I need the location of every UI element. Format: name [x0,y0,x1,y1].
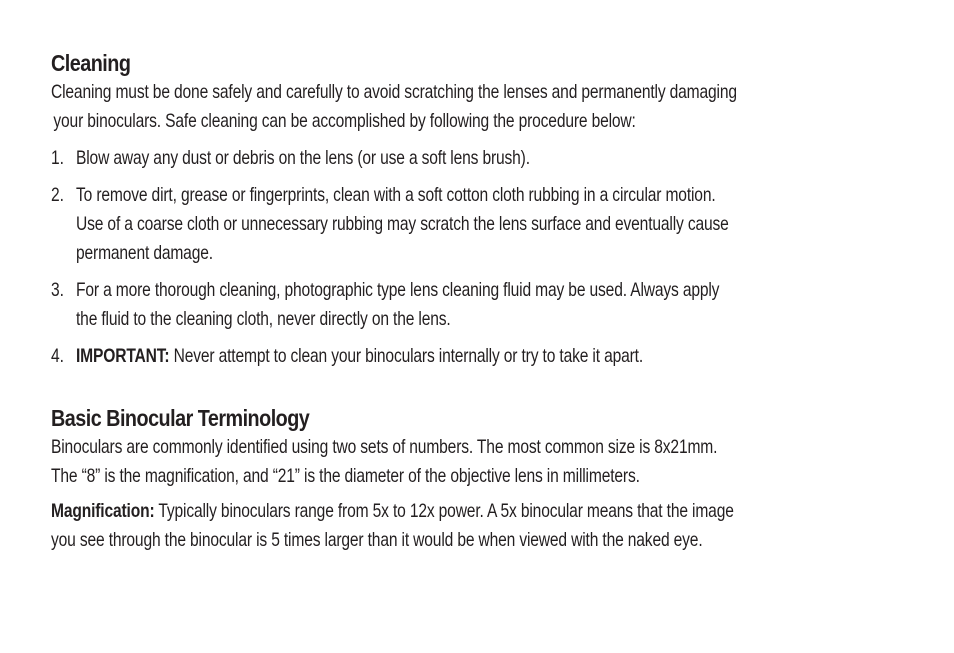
step-text: permanent damage. [76,242,213,264]
step-text [76,342,744,371]
important-label: IMPORTANT: [76,345,170,367]
magnification-line: you see through the binocular is 5 times larger than it would be when viewed with the naked eye. [51,529,703,551]
step-text: Blow away any dust or debris on the lens (or use a soft lens brush). [76,147,530,169]
step-text: Use of a coarse cloth or unnecessary rubbing may scratch the lens surface and eventually cause [76,213,729,235]
step-number: 4. [51,345,65,367]
cleaning-intro-line: Cleaning must be done safely and carefully to avoid scratching the lenses and permanently damaging [51,81,737,103]
magnification-line [51,497,739,526]
magnification-label: Magnification: [51,500,155,522]
terminology-section [51,403,911,555]
magnification-paragraph [51,497,911,555]
cleaning-intro [51,78,911,136]
step-text: the fluid to the cleaning cloth, never directly on the lens. [76,308,451,330]
cleaning-step-3 [51,276,911,334]
cleaning-heading: Cleaning [51,50,131,76]
important-text: Never attempt to clean your binoculars internally or try to take it apart. [169,345,643,367]
cleaning-step-2 [51,181,911,268]
magnification-text: Typically binoculars range from 5x to 12x power. A 5x binocular means that the image [154,500,734,522]
step-text: To remove dirt, grease or fingerprints, clean with a soft cotton cloth rubbing in a circular motion. [76,184,716,206]
cleaning-step-4 [51,342,911,371]
cleaning-intro-line: your binoculars. Safe cleaning can be accomplished by following the procedure below: [53,110,636,132]
terminology-intro-line: The “8” is the magnification, and “21” is the diameter of the objective lens in millimeters. [51,465,640,487]
terminology-heading: Basic Binocular Terminology [51,405,310,431]
step-text: For a more thorough cleaning, photographic type lens cleaning fluid may be used. Always apply [76,279,720,301]
manual-page [51,48,911,555]
cleaning-steps [51,144,911,371]
step-number: 3. [51,279,65,301]
terminology-intro-line: Binoculars are commonly identified using two sets of numbers. The most common size is 8x21mm. [51,436,718,458]
terminology-intro [51,433,911,491]
cleaning-section [51,48,911,371]
step-number: 1. [51,147,65,169]
step-number: 2. [51,184,65,206]
cleaning-step-1 [51,144,911,173]
